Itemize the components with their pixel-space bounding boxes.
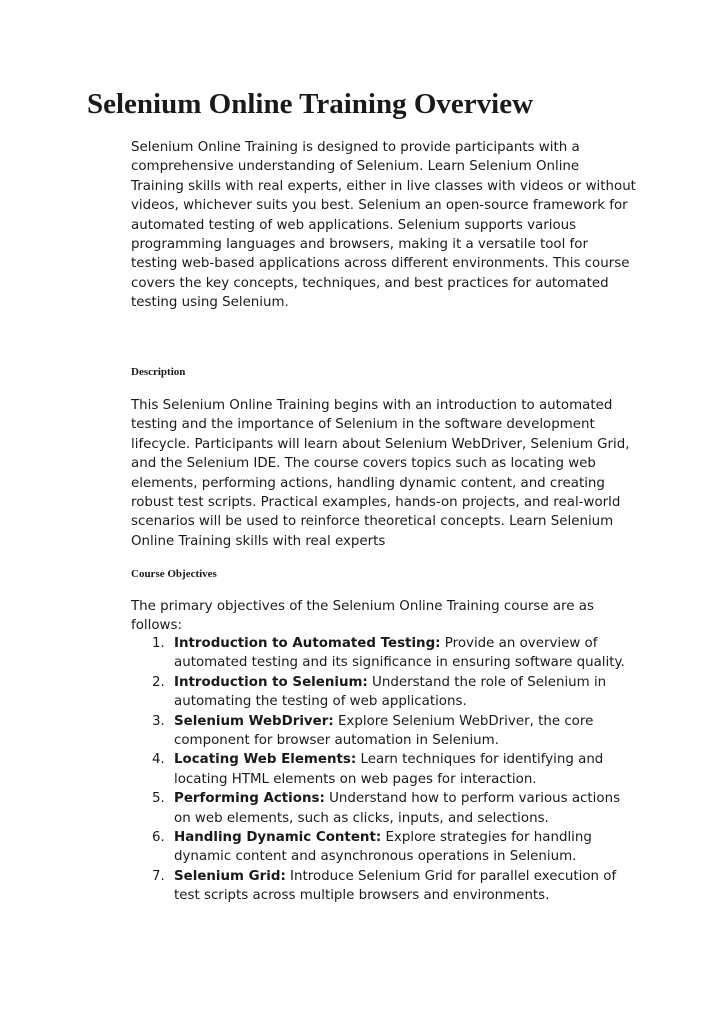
course-objectives-heading: Course Objectives xyxy=(131,568,217,580)
objective-term: Selenium Grid: xyxy=(174,868,286,884)
objective-number: 4. xyxy=(152,752,165,768)
objective-text: Introduce Selenium Grid for parallel execution of test scripts across multiple browsers and environments. xyxy=(174,868,617,904)
description-heading: Description xyxy=(131,366,186,378)
objective-term: Handling Dynamic Content: xyxy=(174,830,382,846)
objective-term: Locating Web Elements: xyxy=(174,752,357,768)
objective-text: Provide an overview of automated testing and its significance in ensuring software quality. xyxy=(174,636,625,671)
objective-term: Performing Actions: xyxy=(174,791,325,807)
objectives-intro-paragraph: The primary objectives of the Selenium Online Training course are as follows: xyxy=(131,599,594,634)
objective-term: Selenium WebDriver: xyxy=(174,713,334,729)
objective-term: Introduction to Selenium: xyxy=(174,674,368,690)
objective-number: 1. xyxy=(152,636,165,651)
objective-text: Explore strategies for handling dynamic content and asynchronous operations in Selenium. xyxy=(174,830,592,865)
objective-number: 6. xyxy=(152,830,165,846)
objective-item xyxy=(131,828,636,867)
objective-text: Explore Selenium WebDriver, the core component for browser automation in Selenium. xyxy=(174,713,594,749)
objective-item xyxy=(131,673,636,712)
objectives-list xyxy=(131,634,636,906)
objective-item xyxy=(131,867,636,906)
objective-item xyxy=(131,634,636,673)
objective-number: 5. xyxy=(152,791,165,807)
objective-term: Introduction to Automated Testing: xyxy=(174,636,441,651)
objective-text: Understand the role of Selenium in automating the testing of web applications. xyxy=(174,674,607,710)
page-title: Selenium Online Training Overview xyxy=(87,88,534,120)
objective-item xyxy=(131,789,636,828)
objective-item xyxy=(131,712,636,751)
intro-paragraph: Selenium Online Training is designed to provide participants with a comprehensive understanding of Selenium. Learn Selenium Online Training skills with real experts, either in live classes with videos or without videos, whichever suits you best. Selenium an open-source framework for automated testing of web applications. Selenium supports various programming languages and browsers, making it a versatile tool for testing web-based applications across different environments. This course covers the key concepts, techniques, and best practices for automated testing using Selenium. xyxy=(131,140,636,311)
objective-text: Understand how to perform various actions on web elements, such as clicks, inputs, and selections. xyxy=(174,791,621,826)
objective-number: 3. xyxy=(152,713,165,729)
objective-item xyxy=(131,750,636,789)
objective-text: Learn techniques for identifying and locating HTML elements on web pages for interaction. xyxy=(174,752,604,787)
description-paragraph: This Selenium Online Training begins with an introduction to automated testing and the importance of Selenium in the software development lifecycle. Participants will learn about Selenium WebDriver, Selenium Grid, and the Selenium IDE. The course covers topics such as locating web elements, performing actions, handling dynamic content, and creating robust test scripts. Practical examples, hands-on projects, and real-world scenarios will be used to reinforce theoretical concepts. Learn Selenium Online Training skills with real experts xyxy=(131,398,630,549)
objective-number: 2. xyxy=(152,674,165,690)
objective-number: 7. xyxy=(152,868,165,884)
